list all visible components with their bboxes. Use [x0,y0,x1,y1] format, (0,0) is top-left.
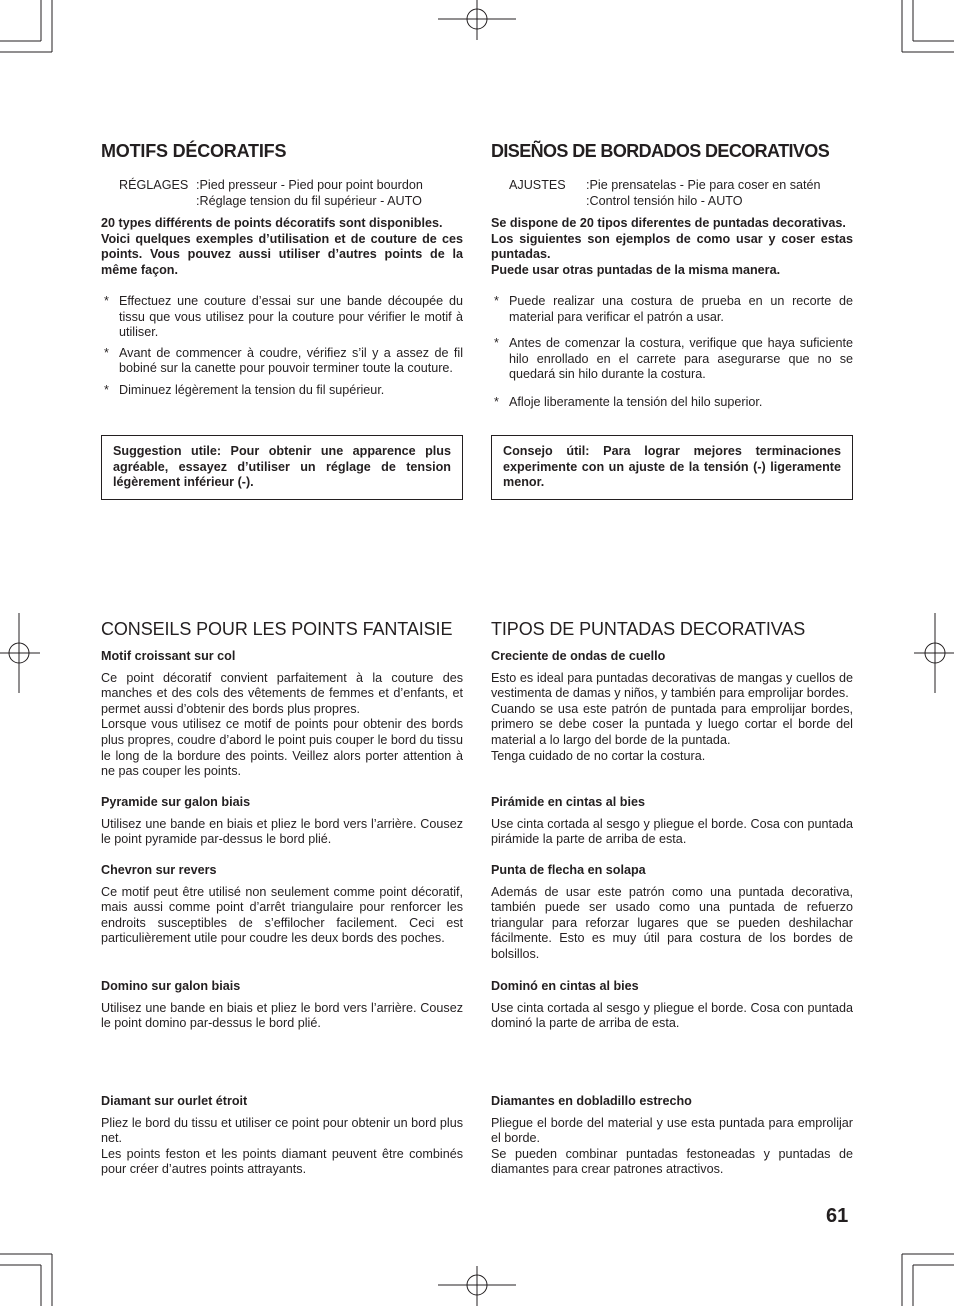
section-paragraph: Ce point décoratif convient parfaitement à la couture des manches et des cols des vêtements de femmes et d’enfants, et permet aussi d’obtenir des bords plus propres. [101,670,463,716]
section-heading: Domino sur galon biais [101,979,241,993]
section-paragraph: Utilisez une bande en biais et pliez le bord vers l’arrière. Cousez le point pyramide par-dessus le bord plié. [101,816,463,847]
section-paragraph: Use cinta cortada al sesgo y pliegue el borde. Cosa con puntada dominó la parte de arriba de esta. [491,1000,853,1031]
section-heading: Chevron sur revers [101,863,217,877]
intro-line: 20 types différents de points décoratifs sont disponibles. [101,216,443,230]
section-paragraph: Lorsque vous utilisez ce motif de points pour obtenir des bords plus propres, coudre d’abord le point puis couper le bord du tissu le long de la bordure des points. Veillez alors porter attention à ne pas couper les points. [101,717,463,779]
note-item: * Diminuez légèrement la tension du fil supérieur. [104,382,385,397]
left-title: MOTIFS DÉCORATIFS [101,141,287,161]
section-paragraph: Use cinta cortada al sesgo y pliegue el borde. Cosa con puntada pirámide la parte de arriba de esta. [491,816,853,847]
settings-line-2: :Control tensión hilo - AUTO [586,194,743,208]
section-paragraph: Pliez le bord du tissu et utiliser ce point pour obtenir un bord plus net. [101,1115,463,1146]
right-section-title: TIPOS DE PUNTADAS DECORATIVAS [491,619,806,639]
section-paragraph: Tenga cuidado de no cortar la costura. [491,748,706,763]
right-intro [491,216,853,278]
left-section-1 [101,649,463,780]
left-settings [119,177,464,209]
settings-line-2: :Réglage tension du fil supérieur - AUTO [196,194,422,208]
intro-line: Voici quelques exemples d’utilisation et de couture de ces points. Vous pouvez aussi utiliser d’autres points de la même façon. [101,231,463,277]
note-item: * Afloje liberamente la tensión del hilo superior. [494,394,763,409]
left-section-5 [101,1094,463,1178]
right-notes [491,294,853,411]
right-title: DISEÑOS DE BORDADOS DECORATIVOS [491,141,830,161]
section-paragraph: Cuando se usa este patrón de puntada para emprolijar bordes, primero se debe coser la puntada y luego cortar el borde del material a lo largo del borde de la puntada. [491,701,853,747]
right-section-5 [491,1094,853,1178]
intro-line: Se dispone de 20 tipos diferentes de puntadas decorativas. [491,216,846,230]
settings-line-1: :Pie prensatelas - Pie para coser en satén [586,178,821,192]
right-section-1 [491,649,853,764]
left-notes [101,294,463,399]
section-heading: Pyramide sur galon biais [101,795,251,809]
left-section-title: CONSEILS POUR LES POINTS FANTAISIE [101,619,453,639]
right-tip-box: Consejo útil: Para lograr mejores terminaciones experimente con un ajuste de la tensión (-) ligeramente menor. [491,435,853,500]
left-section-2 [101,795,463,848]
asterisk-icon: * [104,382,109,397]
right-settings [509,177,854,209]
asterisk-icon: * [494,294,499,308]
asterisk-icon: * [494,394,499,409]
section-heading: Pirámide en cintas al bies [491,795,645,809]
left-intro [101,216,463,278]
section-heading: Diamantes en dobladillo estrecho [491,1094,692,1108]
asterisk-icon: * [104,294,109,308]
left-tip-box: Suggestion utile: Pour obtenir une apparence plus agréable, essayez d’utiliser un réglage de tension légèrement inférieur (-). [101,435,463,500]
section-paragraph: Utilisez une bande en biais et pliez le bord vers l’arrière. Cousez le point domino par-dessus le bord plié. [101,1000,463,1031]
right-section-3 [491,863,853,963]
section-heading: Punta de flecha en solapa [491,863,646,877]
section-heading: Creciente de ondas de cuello [491,649,666,663]
page-number: 61 [826,1205,849,1227]
settings-line-1: :Pied presseur - Pied pour point bourdon [196,178,423,192]
settings-label: AJUSTES [509,178,566,192]
intro-line: Puede usar otras puntadas de la misma manera. [491,262,781,277]
section-paragraph: Pliegue el borde del material y use esta puntada para emprolijar el borde. [491,1115,853,1146]
section-heading: Motif croissant sur col [101,649,236,663]
asterisk-icon: * [494,336,499,351]
note-item: * Effectuez une couture d’essai sur une bande découpée du tissu que vous utilisez pour la couture pour vérifier le motif à utiliser. [104,294,463,340]
note-item: * Antes de comenzar la costura, verifique que haya suficiente hilo enrollado en el carrete para asegurarse que no se quedará sin hilo durante la costura. [494,336,853,382]
right-section-4 [491,979,853,1032]
note-item: * Avant de commencer à coudre, vérifiez s’il y a assez de fil bobiné sur la canette pour pouvoir terminer toute la couture. [104,345,463,376]
note-item: * Puede realizar una costura de prueba en un recorte de material para verificar el patrón a usar. [494,294,853,324]
section-paragraph: Esto es ideal para puntadas decorativas de mangas y cuellos de vestimenta de damas y niños, y también para emprolijar bordes. [491,670,853,701]
section-paragraph: Además de usar este patrón como una puntada decorativa, también puede ser usado como una puntada de refuerzo triangular para reforzar lugares que se pueden deshilachar fácilmente. Esto es muy útil para costura de los bordes de bolsillos. [491,884,853,961]
section-paragraph: Ce motif peut être utilisé non seulement comme point décoratif, mais aussi comme point d’arrêt triangulaire pour renforcer les endroits susceptibles de s’effilocher facilement. Ceci est particulièrement utile pour coudre les deux bords des poches. [101,884,463,946]
section-paragraph: Se pueden combinar puntadas festoneadas y puntadas de diamantes para crear patrones atractivos. [491,1146,853,1177]
left-section-3 [101,863,463,947]
section-heading: Dominó en cintas al bies [491,979,639,993]
left-section-4 [101,979,463,1032]
section-heading: Diamant sur ourlet étroit [101,1094,248,1108]
intro-line: Los siguientes son ejemplos de como usar y coser estas puntadas. [491,231,853,262]
asterisk-icon: * [104,345,109,360]
section-paragraph: Les points feston et les points diamant peuvent être combinés pour créer d’autres points attrayants. [101,1146,463,1177]
right-section-2 [491,795,853,848]
settings-label: RÉGLAGES [119,178,189,192]
